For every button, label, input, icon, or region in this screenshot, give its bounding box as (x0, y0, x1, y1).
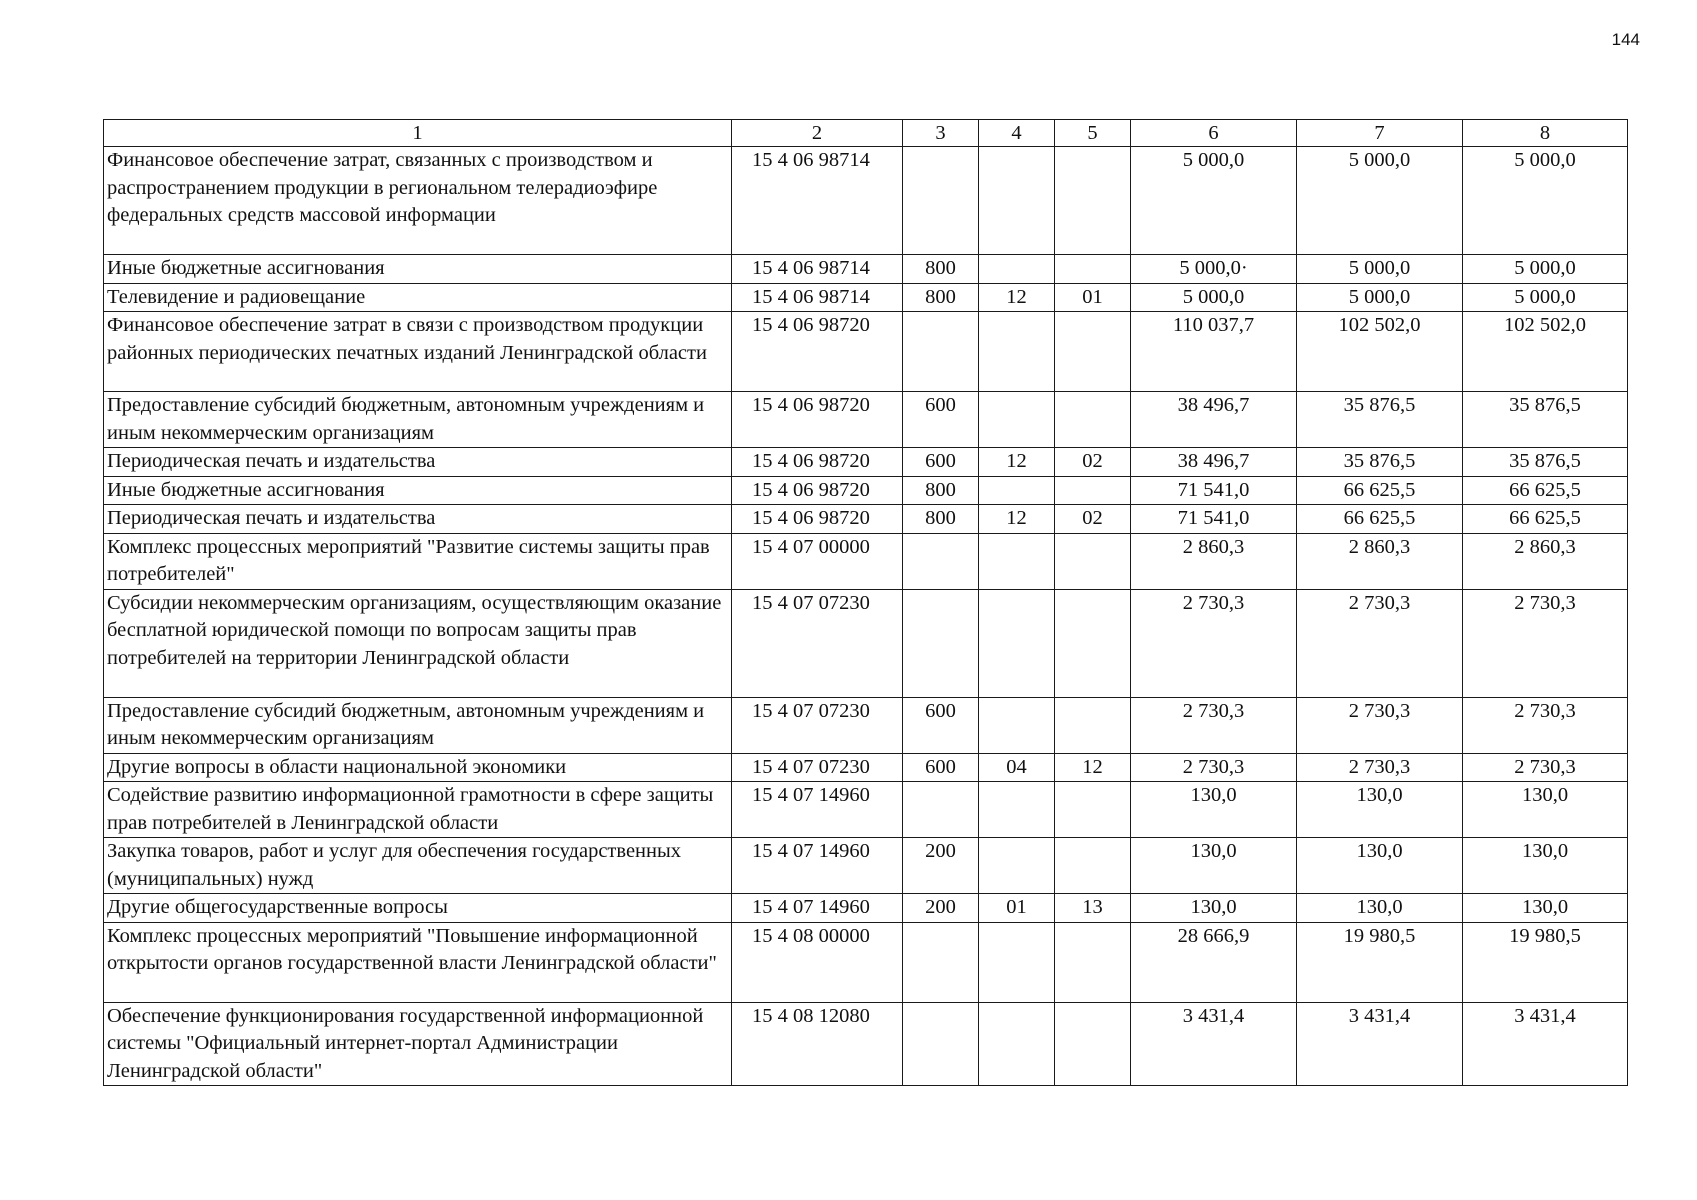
row-amount-col8-cell: 2 730,3 (1463, 589, 1628, 697)
row-expense-type-cell (903, 312, 979, 392)
row-section-cell (979, 589, 1055, 697)
row-name-cell: Иные бюджетные ассигнования (104, 255, 732, 284)
table-row (104, 782, 1628, 838)
row-amount-col8-cell: 66 625,5 (1463, 505, 1628, 534)
row-name-cell: Другие вопросы в области национальной экономики (104, 753, 732, 782)
row-amount-col7-cell: 130,0 (1297, 838, 1463, 894)
budget-table (103, 119, 1628, 1086)
row-subsection-cell (1055, 838, 1131, 894)
row-amount-col6-cell: 130,0 (1131, 838, 1297, 894)
row-section-cell (979, 392, 1055, 448)
row-expense-type-cell: 800 (903, 283, 979, 312)
row-code-cell: 15 4 07 14960 (732, 838, 903, 894)
row-amount-col7-cell: 2 730,3 (1297, 697, 1463, 753)
row-subsection-cell (1055, 312, 1131, 392)
table-row (104, 1002, 1628, 1086)
row-expense-type-cell (903, 782, 979, 838)
column-number-row (104, 120, 1628, 147)
row-code-cell: 15 4 06 98714 (732, 147, 903, 255)
column-header: 8 (1463, 120, 1628, 147)
table-row (104, 392, 1628, 448)
row-subsection-cell (1055, 147, 1131, 255)
table-row (104, 922, 1628, 1002)
row-name-cell: Финансовое обеспечение затрат, связанных с производством и распространением продукции в региональном телерадиоэфире федеральных средств массовой информации (104, 147, 732, 255)
row-name-cell: Предоставление субсидий бюджетным, автономным учреждениям и иным некоммерческим организациям (104, 392, 732, 448)
row-section-cell (979, 476, 1055, 505)
row-section-cell (979, 1002, 1055, 1086)
row-expense-type-cell: 600 (903, 448, 979, 477)
row-name-cell: Другие общегосударственные вопросы (104, 894, 732, 923)
column-header: 1 (104, 120, 732, 147)
row-section-cell (979, 782, 1055, 838)
row-name-cell: Содействие развитию информационной грамотности в сфере защиты прав потребителей в Ленинградской области (104, 782, 732, 838)
row-subsection-cell: 02 (1055, 505, 1131, 534)
row-section-cell: 01 (979, 894, 1055, 923)
row-amount-col8-cell: 5 000,0 (1463, 147, 1628, 255)
row-section-cell (979, 147, 1055, 255)
row-amount-col6-cell: 2 730,3 (1131, 697, 1297, 753)
row-subsection-cell (1055, 697, 1131, 753)
table-row (104, 312, 1628, 392)
row-subsection-cell (1055, 922, 1131, 1002)
row-amount-col6-cell: 71 541,0 (1131, 476, 1297, 505)
row-amount-col6-cell: 2 730,3 (1131, 589, 1297, 697)
row-section-cell: 12 (979, 448, 1055, 477)
table-row (104, 476, 1628, 505)
row-section-cell (979, 255, 1055, 284)
row-amount-col6-cell: 130,0 (1131, 782, 1297, 838)
row-amount-col6-cell: 5 000,0 (1131, 283, 1297, 312)
row-subsection-cell (1055, 392, 1131, 448)
row-name-cell: Финансовое обеспечение затрат в связи с производством продукции районных периодических печатных изданий Ленинградской области (104, 312, 732, 392)
row-code-cell: 15 4 06 98714 (732, 255, 903, 284)
row-code-cell: 15 4 07 14960 (732, 782, 903, 838)
row-expense-type-cell (903, 147, 979, 255)
row-amount-col6-cell: 38 496,7 (1131, 448, 1297, 477)
row-amount-col6-cell: 5 000,0· (1131, 255, 1297, 284)
column-header: 7 (1297, 120, 1463, 147)
row-name-cell: Периодическая печать и издательства (104, 505, 732, 534)
row-code-cell: 15 4 07 00000 (732, 533, 903, 589)
row-amount-col7-cell: 2 730,3 (1297, 753, 1463, 782)
row-subsection-cell: 13 (1055, 894, 1131, 923)
row-amount-col7-cell: 5 000,0 (1297, 147, 1463, 255)
page-number: 144 (1611, 30, 1640, 49)
row-name-cell: Иные бюджетные ассигнования (104, 476, 732, 505)
row-amount-col6-cell: 2 730,3 (1131, 753, 1297, 782)
row-expense-type-cell: 200 (903, 838, 979, 894)
row-expense-type-cell (903, 922, 979, 1002)
row-code-cell: 15 4 07 07230 (732, 753, 903, 782)
row-subsection-cell: 12 (1055, 753, 1131, 782)
row-expense-type-cell: 800 (903, 476, 979, 505)
table-body (104, 120, 1628, 1086)
row-amount-col7-cell: 3 431,4 (1297, 1002, 1463, 1086)
row-name-cell: Периодическая печать и издательства (104, 448, 732, 477)
row-subsection-cell: 02 (1055, 448, 1131, 477)
column-header: 2 (732, 120, 903, 147)
row-code-cell: 15 4 06 98720 (732, 505, 903, 534)
row-amount-col8-cell: 130,0 (1463, 838, 1628, 894)
row-expense-type-cell (903, 589, 979, 697)
table-row (104, 838, 1628, 894)
row-amount-col8-cell: 19 980,5 (1463, 922, 1628, 1002)
row-section-cell (979, 838, 1055, 894)
row-code-cell: 15 4 07 07230 (732, 697, 903, 753)
row-amount-col8-cell: 5 000,0 (1463, 255, 1628, 284)
row-code-cell: 15 4 08 12080 (732, 1002, 903, 1086)
row-name-cell: Субсидии некоммерческим организациям, осуществляющим оказание бесплатной юридической помощи по вопросам защиты прав потребителей на территории Ленинградской области (104, 589, 732, 697)
table-row (104, 255, 1628, 284)
table-row (104, 533, 1628, 589)
row-amount-col6-cell: 110 037,7 (1131, 312, 1297, 392)
row-code-cell: 15 4 07 07230 (732, 589, 903, 697)
column-header: 3 (903, 120, 979, 147)
row-subsection-cell (1055, 1002, 1131, 1086)
row-amount-col8-cell: 2 730,3 (1463, 697, 1628, 753)
row-name-cell: Телевидение и радиовещание (104, 283, 732, 312)
row-expense-type-cell: 800 (903, 505, 979, 534)
row-amount-col8-cell: 102 502,0 (1463, 312, 1628, 392)
row-amount-col6-cell: 5 000,0 (1131, 147, 1297, 255)
row-amount-col8-cell: 3 431,4 (1463, 1002, 1628, 1086)
row-expense-type-cell: 600 (903, 753, 979, 782)
row-code-cell: 15 4 07 14960 (732, 894, 903, 923)
row-code-cell: 15 4 06 98720 (732, 476, 903, 505)
row-subsection-cell (1055, 533, 1131, 589)
table-row (104, 894, 1628, 923)
row-amount-col8-cell: 66 625,5 (1463, 476, 1628, 505)
column-header: 5 (1055, 120, 1131, 147)
row-name-cell: Предоставление субсидий бюджетным, автономным учреждениям и иным некоммерческим организациям (104, 697, 732, 753)
row-amount-col6-cell: 3 431,4 (1131, 1002, 1297, 1086)
row-section-cell (979, 922, 1055, 1002)
row-amount-col7-cell: 130,0 (1297, 894, 1463, 923)
table-row (104, 147, 1628, 255)
row-code-cell: 15 4 06 98720 (732, 392, 903, 448)
column-header: 6 (1131, 120, 1297, 147)
row-expense-type-cell: 600 (903, 697, 979, 753)
row-name-cell: Обеспечение функционирования государственной информационной системы "Официальный интернет-портал Администрации Ленинградской области" (104, 1002, 732, 1086)
row-amount-col7-cell: 35 876,5 (1297, 448, 1463, 477)
row-amount-col7-cell: 2 860,3 (1297, 533, 1463, 589)
row-amount-col7-cell: 66 625,5 (1297, 476, 1463, 505)
row-expense-type-cell: 800 (903, 255, 979, 284)
row-amount-col7-cell: 5 000,0 (1297, 255, 1463, 284)
row-amount-col8-cell: 5 000,0 (1463, 283, 1628, 312)
row-section-cell (979, 697, 1055, 753)
row-amount-col8-cell: 35 876,5 (1463, 392, 1628, 448)
row-expense-type-cell: 200 (903, 894, 979, 923)
row-section-cell: 12 (979, 283, 1055, 312)
table-row (104, 283, 1628, 312)
row-code-cell: 15 4 06 98720 (732, 312, 903, 392)
row-amount-col7-cell: 19 980,5 (1297, 922, 1463, 1002)
row-amount-col8-cell: 35 876,5 (1463, 448, 1628, 477)
row-expense-type-cell: 600 (903, 392, 979, 448)
table-row (104, 753, 1628, 782)
row-amount-col8-cell: 2 860,3 (1463, 533, 1628, 589)
row-amount-col7-cell: 102 502,0 (1297, 312, 1463, 392)
row-subsection-cell (1055, 589, 1131, 697)
row-amount-col6-cell: 28 666,9 (1131, 922, 1297, 1002)
table-row (104, 589, 1628, 697)
table-row (104, 697, 1628, 753)
row-amount-col6-cell: 2 860,3 (1131, 533, 1297, 589)
row-amount-col6-cell: 130,0 (1131, 894, 1297, 923)
row-amount-col7-cell: 130,0 (1297, 782, 1463, 838)
row-code-cell: 15 4 06 98714 (732, 283, 903, 312)
row-amount-col8-cell: 130,0 (1463, 894, 1628, 923)
row-name-cell: Комплекс процессных мероприятий "Повышение информационной открытости органов государственной власти Ленинградской области" (104, 922, 732, 1002)
table-row (104, 448, 1628, 477)
table-row (104, 505, 1628, 534)
row-section-cell (979, 312, 1055, 392)
row-code-cell: 15 4 06 98720 (732, 448, 903, 477)
row-subsection-cell: 01 (1055, 283, 1131, 312)
row-name-cell: Закупка товаров, работ и услуг для обеспечения государственных (муниципальных) нужд (104, 838, 732, 894)
column-header: 4 (979, 120, 1055, 147)
row-expense-type-cell (903, 1002, 979, 1086)
row-amount-col7-cell: 2 730,3 (1297, 589, 1463, 697)
row-amount-col8-cell: 130,0 (1463, 782, 1628, 838)
row-amount-col6-cell: 38 496,7 (1131, 392, 1297, 448)
row-section-cell (979, 533, 1055, 589)
row-amount-col7-cell: 66 625,5 (1297, 505, 1463, 534)
row-subsection-cell (1055, 476, 1131, 505)
row-section-cell: 12 (979, 505, 1055, 534)
row-code-cell: 15 4 08 00000 (732, 922, 903, 1002)
row-section-cell: 04 (979, 753, 1055, 782)
row-expense-type-cell (903, 533, 979, 589)
row-amount-col7-cell: 35 876,5 (1297, 392, 1463, 448)
row-subsection-cell (1055, 255, 1131, 284)
row-amount-col6-cell: 71 541,0 (1131, 505, 1297, 534)
row-name-cell: Комплекс процессных мероприятий "Развитие системы защиты прав потребителей" (104, 533, 732, 589)
row-amount-col7-cell: 5 000,0 (1297, 283, 1463, 312)
row-amount-col8-cell: 2 730,3 (1463, 753, 1628, 782)
row-subsection-cell (1055, 782, 1131, 838)
